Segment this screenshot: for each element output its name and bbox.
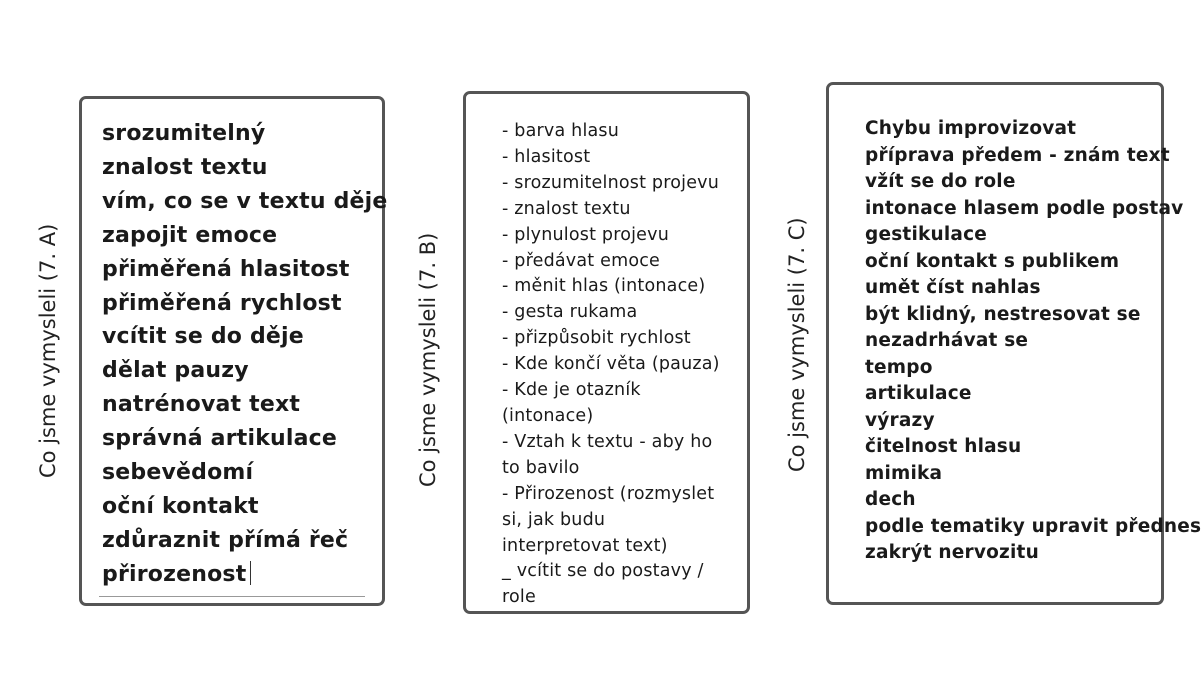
list-item: - barva hlasu	[502, 121, 620, 141]
list-item: nezadrhávat se	[865, 330, 1029, 351]
list-item-last[interactable]	[102, 558, 388, 592]
list-item-text: přirozenost	[102, 561, 247, 587]
idea-list-7a	[102, 117, 388, 592]
list-item: vím, co se v textu děje	[102, 188, 388, 214]
list-item: Chybu improvizovat	[865, 118, 1077, 139]
column-label-7a: Co jsme vymysleli (7. A)	[36, 223, 60, 478]
list-item: - znalost textu	[502, 198, 631, 219]
input-underline	[99, 596, 365, 597]
list-item: - Kde končí věta (pauza)	[502, 354, 720, 375]
list-item: - srozumitelnost projevu	[502, 172, 720, 193]
column-label-7b: Co jsme vymysleli (7. B)	[416, 232, 440, 487]
list-item: přiměřená hlasitost	[102, 256, 350, 282]
list-item: - předávat emoce	[502, 250, 661, 271]
list-item: natrénovat text	[102, 392, 301, 418]
list-item: vžít se do role	[865, 171, 1016, 192]
list-item: správná artikulace	[102, 426, 338, 452]
list-item: zdůraznit přímá řeč	[102, 527, 349, 553]
list-item: gestikulace	[865, 224, 987, 245]
list-item: umět číst nahlas	[865, 277, 1041, 298]
list-item: tempo	[865, 356, 933, 378]
list-item: - přizpůsobit rychlost	[502, 328, 691, 349]
list-item: dech	[865, 489, 916, 510]
list-item: - gesta rukama	[502, 302, 638, 323]
list-item: oční kontakt s publikem	[865, 250, 1120, 272]
list-item: - plynulost projevu	[502, 224, 669, 245]
note-card-7a	[79, 96, 388, 606]
list-item: si, jak budu	[502, 509, 606, 530]
list-item: srozumitelný	[102, 121, 266, 146]
list-item: být klidný, nestresovat se	[865, 303, 1141, 325]
list-item: intonace hlasem podle postav	[865, 197, 1184, 219]
list-item: sebevědomí	[102, 460, 254, 486]
list-item: - Přirozenost (rozmyslet	[502, 483, 715, 504]
list-item: oční kontakt	[102, 493, 259, 519]
list-item: zakrýt nervozitu	[865, 542, 1039, 563]
list-item: (intonace)	[502, 405, 594, 426]
column-label-7c: Co jsme vymysleli (7. C)	[785, 217, 809, 472]
list-item: to bavilo	[502, 457, 580, 478]
note-card-7c	[826, 82, 1201, 605]
list-item: znalost textu	[102, 154, 268, 180]
list-item: dělat pauzy	[102, 358, 249, 384]
list-item: - měnit hlas (intonace)	[502, 276, 706, 297]
list-item: vcítit se do děje	[102, 324, 304, 350]
idea-list-7b	[502, 119, 720, 611]
list-item: - hlasitost	[502, 146, 591, 167]
list-item: artikulace	[865, 383, 972, 404]
note-card-7b	[463, 91, 750, 614]
text-cursor	[250, 561, 251, 585]
list-item: výrazy	[865, 409, 935, 431]
idea-list-7c	[865, 116, 1201, 567]
list-item: interpretovat text)	[502, 535, 668, 556]
list-item: mimika	[865, 462, 943, 484]
list-item: role	[502, 587, 536, 608]
list-item: čitelnost hlasu	[865, 436, 1022, 457]
list-item: přiměřená rychlost	[102, 290, 342, 316]
list-item: zapojit emoce	[102, 222, 278, 248]
list-item: příprava předem - znám text	[865, 144, 1170, 166]
list-item: - Kde je otazník	[502, 380, 641, 401]
list-item: _ vcítit se do postavy /	[502, 561, 704, 582]
list-item: podle tematiky upravit přednes	[865, 515, 1201, 537]
list-item: - Vztah k textu - aby ho	[502, 431, 713, 452]
